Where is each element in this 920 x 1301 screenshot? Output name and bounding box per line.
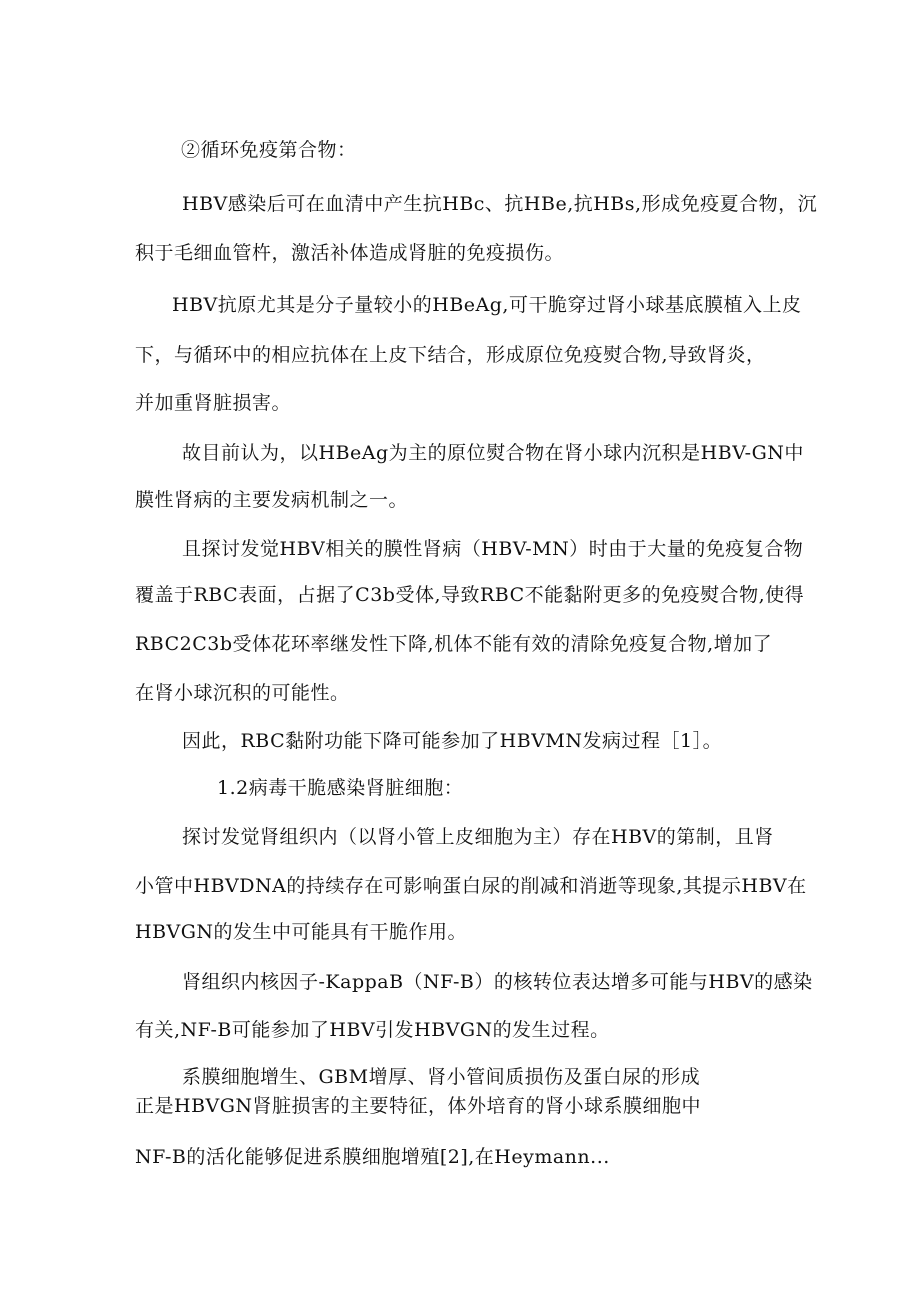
paragraph-line: 有关,NF-B可能参加了HBV引发HBVGN的发生过程。 bbox=[135, 1019, 610, 1041]
paragraph-line: 膜性肾病的主要发病机制之一。 bbox=[135, 489, 409, 511]
paragraph-line: 下，与循环中的相应抗体在上皮下结合，形成原位免疫熨合物,导致肾炎， bbox=[135, 344, 766, 366]
paragraph-line: 并加重肾脏损害。 bbox=[135, 392, 292, 414]
paragraph-line: 正是HBVGN肾脏损害的主要特征，体外培育的肾小球系膜细胞中 bbox=[135, 1095, 702, 1117]
paragraph-line: HBVGN的发生中可能具有干脆作用。 bbox=[135, 921, 468, 943]
paragraph-line: 小管中HBVDNA的持续存在可影响蛋白尿的削减和消逝等现象,其提示HBV在 bbox=[135, 875, 807, 897]
paragraph-line: 且探讨发觉HBV相关的膜性肾病（HBV-MN）时由于大量的免疫复合物 bbox=[182, 538, 804, 560]
paragraph-line: RBC2C3b受体花环率继发性下降,机体不能有效的清除免疫复合物,增加了 bbox=[135, 633, 773, 655]
paragraph-line: 故目前认为，以HBeAg为主的原位熨合物在肾小球内沉积是HBV-GN中 bbox=[182, 442, 804, 464]
paragraph-line: 因此，RBC黏附功能下降可能参加了HBVMN发病过程［1］。 bbox=[182, 730, 723, 752]
paragraph-line: 积于毛细血管杵，激活补体造成肾脏的免疫损伤。 bbox=[135, 242, 565, 264]
heading-circulating-immune-complex: ②循环免疫第合物： bbox=[181, 139, 357, 161]
paragraph-line: 肾组织内核因子-KappaB（NF-B）的核转位表达增多可能与HBV的感染 bbox=[182, 971, 813, 993]
paragraph-line: HBV抗原尤其是分子量较小的HBeAg,可干脆穿过肾小球基底膜植入上皮 bbox=[172, 294, 802, 316]
paragraph-line: 探讨发觉肾组织内（以肾小管上皮细胞为主）存在HBV的第制，且肾 bbox=[182, 826, 774, 848]
paragraph-line: NF-B的活化能够促进系膜细胞增殖[2],在Heymann... bbox=[135, 1146, 610, 1168]
paragraph-line: HBV感染后可在血清中产生抗HBc、抗HBe,抗HBs,形成免疫夏合物，沉 bbox=[182, 193, 818, 215]
section-heading: 1.2病毒干脆感染肾脏细胞： bbox=[217, 777, 464, 799]
paragraph-line: 系膜细胞增生、GBM增厚、肾小管间质损伤及蛋白尿的形成 bbox=[182, 1066, 701, 1088]
paragraph-line: 覆盖于RBC表面，占据了C3b受体,导致RBC不能黏附更多的免疫熨合物,使得 bbox=[135, 584, 805, 606]
paragraph-line: 在肾小球沉积的可能性。 bbox=[135, 682, 350, 704]
